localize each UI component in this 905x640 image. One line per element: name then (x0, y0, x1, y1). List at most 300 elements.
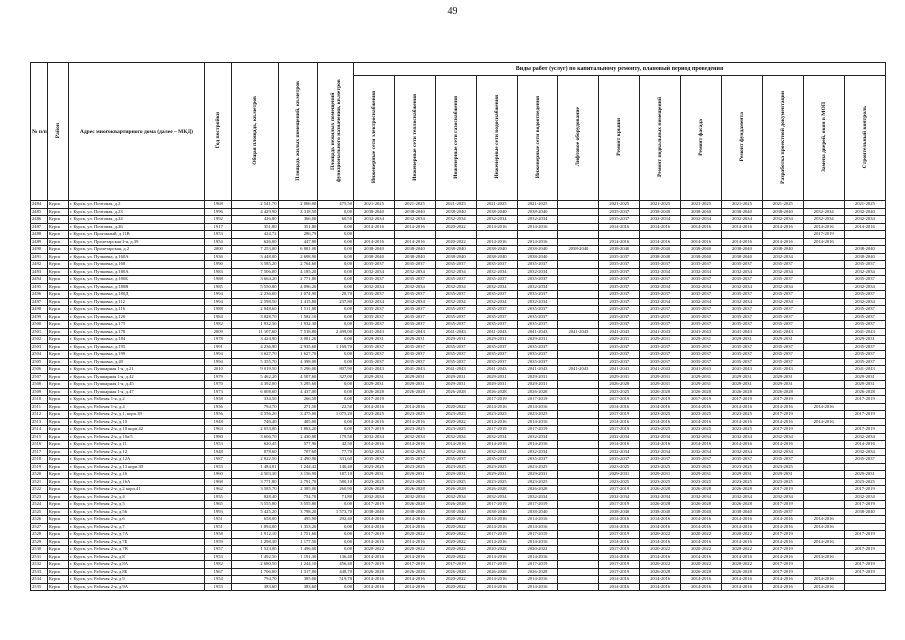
row-address: г. Курск, ул. Пролетарская 1-я, д.39 (68, 238, 204, 246)
row-total-area: 7 506,00 (232, 268, 278, 276)
row-work-period: 2021-2025 (681, 201, 722, 209)
row-work-period: 2032-2034 (681, 268, 722, 276)
row-work-period: 2021-2025 (844, 201, 885, 209)
row-year: 1951 (205, 516, 232, 524)
row-work-period: 2041-2043 (394, 328, 435, 336)
row-work-period (558, 441, 599, 449)
row-work-period: 2020-2022 (476, 546, 517, 554)
row-work-period: 2021-2025 (722, 201, 763, 209)
row-work-period: 2038-2040 (354, 208, 395, 216)
row-nonliving-area: 327,00 (318, 373, 354, 381)
row-nonliving-area: 0,00 (318, 396, 354, 404)
row-work-period: 2035-2037 (844, 276, 885, 284)
row-work-period: 2023-2025 (640, 478, 681, 486)
row-living-area: 3 081,20 (278, 336, 318, 344)
row-work-period: 2020-2022 (722, 561, 763, 569)
row-work-period: 2032-2034 (844, 448, 885, 456)
row-work-period: 2014-2016 (476, 238, 517, 246)
row-work-period: 2038-2040 (517, 508, 558, 516)
row-district: Курск (47, 426, 68, 434)
row-address: г. Курск, ул. Рабочая 2-я, д.16 (68, 471, 204, 479)
row-work-period: 2026-2028 (681, 568, 722, 576)
row-nonliving-area: 0,00 (318, 208, 354, 216)
row-work-period: 2014-2016 (517, 441, 558, 449)
row-work-period: 2032-2034 (476, 433, 517, 441)
row-work-period: 2020-2022 (640, 531, 681, 539)
row-work-period: 2035-2037 (599, 351, 640, 359)
row-work-period: 2035-2037 (640, 306, 681, 314)
row-work-period: 2017-2019 (762, 546, 803, 554)
row-year: 1994 (205, 358, 232, 366)
row-total-area: 3 585,70 (232, 486, 278, 494)
row-work-period: 2014-2016 (762, 403, 803, 411)
row-nonliving-area: 0,00 (318, 388, 354, 396)
row-work-period: 2017-2019 (517, 396, 558, 404)
row-work-period: 2035-2037 (517, 276, 558, 284)
row-work-period: 2014-2016 (517, 583, 558, 591)
row-work-period: 2032-2034 (681, 493, 722, 501)
row-living-area: 2 935,60 (278, 343, 318, 351)
header-work-9: Ремонт фасада (681, 76, 722, 201)
row-work-period: 2038-2040 (599, 508, 640, 516)
row-district: Курск (47, 523, 68, 531)
row-work-period: 2014-2016 (354, 441, 395, 449)
row-work-period: 2017-2019 (762, 411, 803, 419)
row-number: 2516 (31, 441, 48, 449)
row-work-period: 2035-2037 (681, 343, 722, 351)
row-work-period: 2032-2034 (476, 268, 517, 276)
row-work-period: 2014-2016 (476, 538, 517, 546)
row-work-period: 2017-2019 (844, 486, 885, 494)
row-work-period: 2038-2040 (681, 246, 722, 254)
row-total-area: 2 541,70 (232, 201, 278, 209)
row-work-period: 2026-2028 (640, 501, 681, 509)
row-work-period: 2014-2016 (394, 576, 435, 584)
row-year: 1962 (205, 486, 232, 494)
row-work-period: 2041-2043 (722, 366, 763, 374)
row-work-period (558, 561, 599, 569)
row-work-period: 2023-2025 (517, 463, 558, 471)
row-work-period (803, 561, 844, 569)
row-work-period: 2026-2028 (394, 486, 435, 494)
row-number: 2497 (31, 298, 48, 306)
row-number: 2506 (31, 366, 48, 374)
row-work-period: 2017-2019 (599, 426, 640, 434)
row-work-period: 2035-2037 (354, 456, 395, 464)
row-address: г. Курск, ул. Пучковка, д.199 (68, 351, 204, 359)
table-row (31, 298, 886, 306)
row-work-period: 2038-2040 (722, 508, 763, 516)
row-district: Курск (47, 411, 68, 419)
row-work-period: 2026-2028 (722, 501, 763, 509)
row-work-period: 2032-2034 (599, 433, 640, 441)
row-living-area: 4 398,00 (278, 358, 318, 366)
row-work-period: 2014-2016 (681, 583, 722, 591)
row-work-period: 2014-2016 (803, 523, 844, 531)
row-work-period: 2023-2025 (599, 388, 640, 396)
row-living-area: 351,80 (278, 223, 318, 231)
row-work-period: 2038-2040 (640, 208, 681, 216)
row-living-area: 1 415,80 (278, 298, 318, 306)
row-work-period: 2014-2016 (517, 238, 558, 246)
row-total-area: 794,70 (232, 403, 278, 411)
row-work-period: 2032-2034 (722, 268, 763, 276)
row-living-area: 3 318,50 (278, 208, 318, 216)
row-nonliving-area: 0,00 (318, 283, 354, 291)
row-work-period: 2023-2025 (681, 426, 722, 434)
row-work-period: 2029-2031 (844, 471, 885, 479)
row-nonliving-area: 77,70 (318, 448, 354, 456)
header-district: Район (47, 63, 68, 201)
row-work-period: 2014-2016 (354, 538, 395, 546)
row-work-period: 2017-2019 (681, 396, 722, 404)
row-living-area: 1 627,70 (278, 351, 318, 359)
row-nonliving-area: 0,00 (318, 336, 354, 344)
row-district: Курск (47, 223, 68, 231)
row-work-period: 2023-2025 (354, 478, 395, 486)
row-total-area: 794,70 (232, 576, 278, 584)
row-work-period: 2014-2016 (803, 223, 844, 231)
row-work-period: 2038-2040 (394, 208, 435, 216)
row-work-period: 2035-2037 (844, 456, 885, 464)
row-work-period: 2038-2040 (722, 253, 763, 261)
row-nonliving-area: 60,50 (318, 216, 354, 224)
row-total-area: 5 425,20 (232, 508, 278, 516)
row-work-period: 2035-2037 (762, 351, 803, 359)
row-work-period: 2032-2034 (803, 208, 844, 216)
row-number: 2524 (31, 501, 48, 509)
row-work-period: 2035-2037 (354, 306, 395, 314)
row-work-period: 2014-2016 (640, 553, 681, 561)
row-work-period: 2014-2016 (762, 516, 803, 524)
row-work-period: 2020-2022 (394, 546, 435, 554)
row-district: Курск (47, 246, 68, 254)
row-district: Курск (47, 358, 68, 366)
row-work-period: 2038-2040 (640, 508, 681, 516)
row-work-period: 2035-2037 (435, 261, 476, 269)
row-address: г. Курск, ул. Пучковка, д.112 (68, 298, 204, 306)
row-work-period: 2041-2043 (762, 366, 803, 374)
row-work-period (803, 261, 844, 269)
row-nonliving-area: 1 573,70 (318, 508, 354, 516)
row-work-period (558, 276, 599, 284)
table-row (31, 208, 886, 216)
row-living-area: 577,96 (278, 441, 318, 449)
row-work-period: 2014-2016 (517, 553, 558, 561)
row-work-period: 2017-2019 (762, 396, 803, 404)
row-address: г. Курск, ул. Пучковка, д.178 (68, 328, 204, 336)
table-row (31, 223, 886, 231)
row-living-area: 2 791,70 (278, 478, 318, 486)
row-work-period (803, 456, 844, 464)
row-work-period: 2014-2016 (394, 418, 435, 426)
row-nonliving-area: 42,50 (318, 441, 354, 449)
table-row (31, 201, 886, 209)
row-total-area: 1 932,30 (232, 321, 278, 329)
row-work-period (517, 231, 558, 239)
row-work-period: 2035-2037 (476, 313, 517, 321)
row-work-period: 2035-2037 (517, 351, 558, 359)
row-nonliving-area: 140,40 (318, 463, 354, 471)
row-work-period: 2020-2022 (435, 418, 476, 426)
header-work-10: Ремонт фундамента (722, 76, 763, 201)
row-work-period: 2035-2037 (722, 321, 763, 329)
row-work-period: 2032-2034 (435, 283, 476, 291)
row-total-area: 878,60 (232, 448, 278, 456)
row-year: 1982 (205, 561, 232, 569)
row-work-period (803, 381, 844, 389)
table-row (31, 411, 886, 419)
row-work-period (803, 568, 844, 576)
row-work-period: 2023-2025 (681, 478, 722, 486)
row-work-period: 2029-2031 (394, 471, 435, 479)
row-work-period: 2014-2016 (681, 238, 722, 246)
row-work-period: 2032-2034 (844, 283, 885, 291)
row-work-period: 2014-2016 (476, 553, 517, 561)
row-living-area: 1 511,80 (278, 306, 318, 314)
row-work-period: 2014-2016 (354, 553, 395, 561)
row-work-period: 2017-2019 (844, 568, 885, 576)
row-year: 1988 (205, 306, 232, 314)
row-nonliving-area: 71,80 (318, 493, 354, 501)
row-number: 2487 (31, 223, 48, 231)
row-work-period: 2021-2025 (394, 201, 435, 209)
row-work-period: 2035-2037 (640, 358, 681, 366)
row-work-period: 2035-2037 (681, 321, 722, 329)
row-number: 2508 (31, 381, 48, 389)
row-work-period: 2014-2016 (640, 418, 681, 426)
row-work-period: 2014-2016 (599, 441, 640, 449)
row-work-period: 2017-2019 (762, 531, 803, 539)
row-year: 1956 (205, 403, 232, 411)
row-work-period (844, 538, 885, 546)
row-total-area: 2 236,00 (232, 291, 278, 299)
row-work-period: 2023-2025 (762, 463, 803, 471)
row-work-period: 2026-2028 (722, 568, 763, 576)
row-work-period: 2035-2037 (476, 358, 517, 366)
row-work-period: 2032-2034 (844, 298, 885, 306)
row-number: 2519 (31, 463, 48, 471)
header-year: Год постройки (205, 63, 232, 201)
row-work-period: 2032-2034 (435, 433, 476, 441)
row-work-period: 2029-2031 (844, 336, 885, 344)
header-works-group: Виды работ (услуг) по капитальному ремонту, плановый период проведения (354, 63, 886, 76)
row-number: 2488 (31, 231, 48, 239)
row-work-period: 2035-2037 (681, 276, 722, 284)
row-work-period: 2014-2016 (681, 418, 722, 426)
row-number: 2534 (31, 576, 48, 584)
row-number: 2504 (31, 351, 48, 359)
row-work-period: 2029-2031 (640, 381, 681, 389)
row-work-period: 2035-2037 (354, 276, 395, 284)
row-work-period: 2014-2016 (517, 223, 558, 231)
row-work-period: 2014-2016 (394, 516, 435, 524)
row-work-period: 2014-2016 (517, 418, 558, 426)
row-living-area: 495,90 (278, 516, 318, 524)
row-work-period: 2014-2016 (476, 223, 517, 231)
row-work-period (558, 216, 599, 224)
row-nonliving-area: 22,50 (318, 403, 354, 411)
row-total-area: 4 236,90 (232, 343, 278, 351)
row-number: 2525 (31, 508, 48, 516)
row-work-period: 2017-2019 (844, 396, 885, 404)
table-row (31, 283, 886, 291)
row-work-period: 2014-2016 (476, 441, 517, 449)
row-work-period: 2032-2034 (354, 433, 395, 441)
row-work-period: 2017-2019 (844, 411, 885, 419)
row-work-period: 2014-2016 (640, 403, 681, 411)
row-district: Курск (47, 396, 68, 404)
table-row (31, 216, 886, 224)
row-work-period: 2035-2037 (599, 253, 640, 261)
table-row (31, 313, 886, 321)
row-work-period: 2032-2034 (803, 216, 844, 224)
row-work-period: 2021-2025 (517, 201, 558, 209)
row-work-period: 2029-2031 (354, 471, 395, 479)
row-total-area: 2 053,00 (232, 426, 278, 434)
row-work-period: 2014-2016 (476, 523, 517, 531)
row-year: 1980 (205, 433, 232, 441)
row-work-period: 2026-2028 (722, 388, 763, 396)
row-work-period: 2021-2025 (599, 201, 640, 209)
row-work-period (558, 283, 599, 291)
row-work-period: 2023-2025 (640, 426, 681, 434)
row-district: Курск (47, 546, 68, 554)
row-number: 2503 (31, 343, 48, 351)
row-year: 1956 (205, 411, 232, 419)
row-work-period: 2032-2034 (517, 268, 558, 276)
row-work-period: 2029-2031 (517, 373, 558, 381)
row-work-period: 2032-2034 (762, 493, 803, 501)
row-work-period: 2014-2016 (681, 576, 722, 584)
row-total-area: 4 503,30 (232, 471, 278, 479)
row-work-period: 2026-2028 (476, 486, 517, 494)
row-nonliving-area: 0,00 (318, 321, 354, 329)
row-work-period: 2035-2037 (354, 313, 395, 321)
row-work-period (558, 576, 599, 584)
row-work-period: 2035-2037 (435, 313, 476, 321)
row-work-period: 2032-2034 (599, 448, 640, 456)
row-work-period: 2035-2037 (435, 343, 476, 351)
row-work-period: 2035-2037 (394, 313, 435, 321)
row-work-period: 2035-2037 (762, 508, 803, 516)
row-living-area: 3 475,00 (278, 411, 318, 419)
row-work-period: 2038-2040 (394, 246, 435, 254)
row-nonliving-area: 237,80 (318, 298, 354, 306)
row-work-period: 2014-2016 (762, 553, 803, 561)
row-address: г. Курск, ул. Рабочая 2-я, д.5 (68, 501, 204, 509)
row-work-period (803, 508, 844, 516)
row-district: Курск (47, 441, 68, 449)
row-nonliving-area: 0,00 (318, 583, 354, 591)
row-work-period (844, 553, 885, 561)
row-district: Курск (47, 478, 68, 486)
row-work-period: 2035-2037 (762, 321, 803, 329)
row-district: Курск (47, 493, 68, 501)
row-work-period (558, 553, 599, 561)
row-work-period: 2021-2025 (354, 201, 395, 209)
row-work-period: 2017-2019 (844, 531, 885, 539)
row-district: Курск (47, 403, 68, 411)
row-work-period (558, 298, 599, 306)
row-number: 2511 (31, 403, 48, 411)
row-work-period (558, 351, 599, 359)
row-address: г. Курск, ул. Прогонный, д.11В (68, 231, 204, 239)
row-work-period: 2014-2016 (762, 576, 803, 584)
row-work-period: 2035-2037 (844, 343, 885, 351)
row-work-period: 2017-2019 (517, 426, 558, 434)
row-year: 1968 (205, 201, 232, 209)
row-work-period: 2029-2031 (722, 471, 763, 479)
row-work-period: 2032-2034 (762, 433, 803, 441)
row-work-period: 2041-2043 (517, 366, 558, 374)
header-living-area: Площадь жилых помещений, кв.метров (278, 63, 318, 201)
row-work-period (803, 276, 844, 284)
row-work-period (558, 261, 599, 269)
row-district: Курск (47, 306, 68, 314)
row-work-period: 2032-2034 (394, 298, 435, 306)
row-work-period: 2035-2037 (435, 456, 476, 464)
row-work-period: 2020-2022 (435, 223, 476, 231)
row-work-period: 2014-2016 (803, 418, 844, 426)
row-work-period: 2017-2019 (476, 531, 517, 539)
row-district: Курск (47, 501, 68, 509)
table-row (31, 373, 886, 381)
row-district: Курск (47, 538, 68, 546)
row-year: 1996 (205, 208, 232, 216)
row-work-period: 2035-2037 (476, 343, 517, 351)
row-work-period: 2035-2037 (435, 306, 476, 314)
row-living-area: 2 490,90 (278, 456, 318, 464)
row-work-period: 2021-2025 (476, 201, 517, 209)
row-work-period: 2014-2016 (762, 418, 803, 426)
row-total-area: 334,50 (232, 396, 278, 404)
table-row (31, 321, 886, 329)
row-work-period: 2035-2037 (762, 261, 803, 269)
row-work-period (394, 231, 435, 239)
row-work-period (558, 403, 599, 411)
table-row (31, 351, 886, 359)
row-year: 1917 (205, 223, 232, 231)
row-work-period: 2014-2016 (354, 403, 395, 411)
row-work-period: 2032-2034 (354, 493, 395, 501)
row-number: 2486 (31, 216, 48, 224)
table-row (31, 531, 886, 539)
row-work-period (558, 231, 599, 239)
row-work-period: 2014-2016 (354, 583, 395, 591)
row-number: 2533 (31, 568, 48, 576)
row-work-period (558, 523, 599, 531)
row-work-period: 2035-2037 (599, 261, 640, 269)
row-work-period: 2032-2034 (681, 433, 722, 441)
row-year: 1958 (205, 531, 232, 539)
row-work-period (844, 576, 885, 584)
row-address: г. Курск, ул. Пучковка, д.168 (68, 261, 204, 269)
row-work-period: 2017-2019 (476, 501, 517, 509)
row-address: г. Курск, ул. Пучковка, д.184 (68, 336, 204, 344)
table-row (31, 366, 886, 374)
row-living-area: 6 881,00 (278, 246, 318, 254)
row-work-period: 2035-2037 (762, 456, 803, 464)
row-work-period: 2017-2019 (354, 396, 395, 404)
row-work-period: 2035-2037 (435, 276, 476, 284)
row-total-area: 1 894,00 (232, 523, 278, 531)
row-total-area: 3 424,90 (232, 336, 278, 344)
row-work-period: 2041-2043 (558, 366, 599, 374)
row-work-period: 2014-2016 (762, 223, 803, 231)
table-row (31, 546, 886, 554)
row-work-period (803, 306, 844, 314)
